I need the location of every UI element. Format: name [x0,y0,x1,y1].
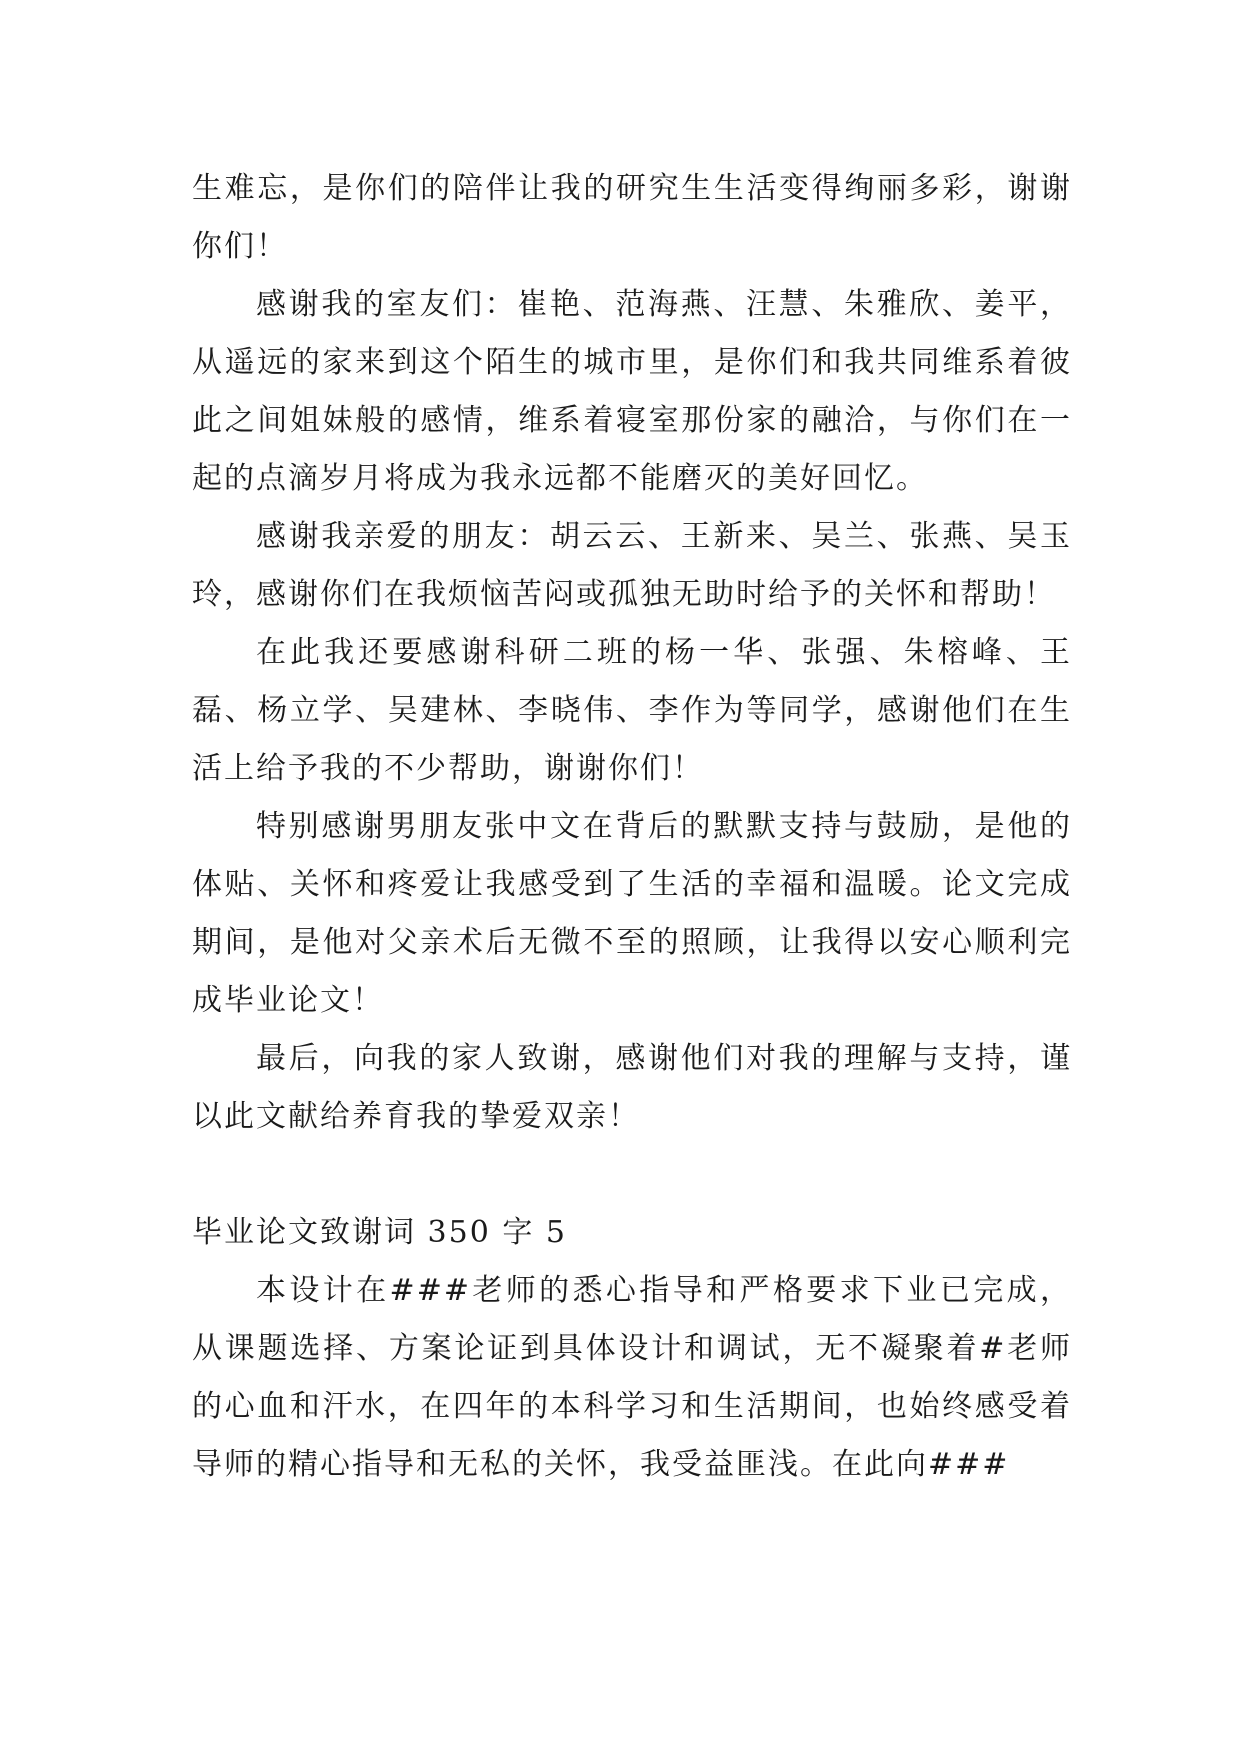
section-heading: 毕业论文致谢词 350 字 5 [192,1215,567,1250]
paragraph-advisor: 本设计在###老师的悉心指导和严格要求下业已完成，从课题选择、方案论证到具体设计和调试，无不凝聚着#老师的心血和汗水，在四年的本科学习和生活期间，也始终感受着导师的精心指导和无私的关怀，我受益匪浅。在此向### [192,1273,1072,1482]
paragraph-friends: 感谢我亲爱的朋友：胡云云、王新来、吴兰、张燕、吴玉玲，感谢你们在我烦恼苦闷或孤独无助时给予的关怀和帮助！ [192,519,1072,612]
paragraph-boyfriend: 特别感谢男朋友张中文在背后的默默支持与鼓励，是他的体贴、关怀和疼爱让我感受到了生活的幸福和温暖。论文完成期间，是他对父亲术后无微不至的照顾，让我得以安心顺利完成毕业论文！ [192,809,1072,1018]
document-body [192,160,1072,1494]
paragraph-classmates: 在此我还要感谢科研二班的杨一华、张强、朱榕峰、王磊、杨立学、吴建林、李晓伟、李作为等同学，感谢他们在生活上给予我的不少帮助，谢谢你们！ [192,635,1072,786]
paragraph-continuation: 生难忘，是你们的陪伴让我的研究生生活变得绚丽多彩，谢谢你们！ [192,171,1072,264]
paragraph-family: 最后，向我的家人致谢，感谢他们对我的理解与支持，谨以此文献给养育我的挚爱双亲！ [192,1041,1072,1134]
paragraph-roommates: 感谢我的室友们：崔艳、范海燕、汪慧、朱雅欣、姜平，从遥远的家来到这个陌生的城市里，是你们和我共同维系着彼此之间姐妹般的感情，维系着寝室那份家的融洽，与你们在一起的点滴岁月将成为我永远都不能磨灭的美好回忆。 [192,287,1072,496]
